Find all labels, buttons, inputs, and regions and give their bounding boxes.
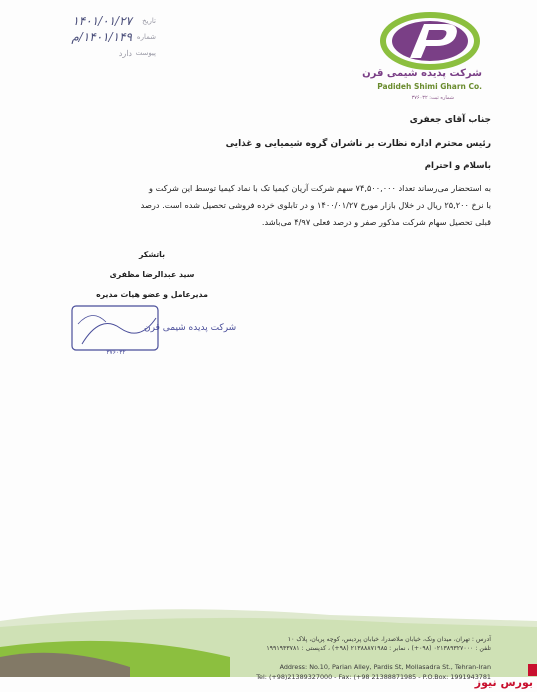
date-value: ۱۴۰۱/۰۱/۲۷ <box>72 14 132 28</box>
footer-phones-fa: تلفن : ۰۲۱۳۸۹۳۲۷۰۰۰ (۰۹۸+) ، نمابر : ۲۱۳۸۸۸۷۱۹۸۵ (۹۸+) ، کدپستی : ۱۹۹۱۹۴۳۷۸۱ <box>266 645 491 652</box>
signature-thanks: باتشکر <box>138 250 166 259</box>
company-name-en: Padideh Shimi Gharn Co. <box>377 82 482 91</box>
paragraph-line: با نرخ ۲۵,۲۰۰ ریال در خلال بازار مورخ ۱۴۰۰/۰۱/۲۷ و در تابلوی خرده فروشی تحصیل شده است. درصد <box>140 200 491 210</box>
paragraph-line: به استحضار می‌رساند تعداد ۷۴,۵۰۰,۰۰۰ سهم شرکت آریان کیمیا تک با نماد کیمیا توسط این شرکت و <box>149 183 491 193</box>
signatory-title: مدیرعامل و عضو هیات مدیره <box>96 290 208 299</box>
letter-meta <box>36 14 156 62</box>
company-logo <box>362 12 488 106</box>
recipient: جناب آقای جعفری <box>409 115 491 125</box>
greeting: باسلام و احترام <box>424 161 491 171</box>
attachment-label: پیوست <box>135 49 156 57</box>
attachment-value: دارد <box>118 49 132 58</box>
number-label: شماره <box>136 33 156 41</box>
brand-corner-icon <box>528 664 537 676</box>
footer-phones-en: Tel: (+98)21389327000 - Fax: (+98 21388871985 - P.O.Box: 1991943781 <box>256 673 491 681</box>
company-registration: شماره ثبت: ۳۷۶۰۳۲ <box>411 95 454 101</box>
signatory-name: سید عبدالرضا مظفری <box>109 270 195 279</box>
number-value: ۱۴۰۱/۱۴۹/م <box>71 30 132 44</box>
signature-block <box>92 245 212 305</box>
recipient-position: رئیس محترم اداره نظارت بر ناشران گروه شیمیایی و غذایی <box>225 139 491 149</box>
company-name-fa: شرکت پدیده شیمی قرن <box>362 68 482 79</box>
logo-emblem-icon <box>380 12 480 70</box>
footer-address-fa: آدرس : تهران، میدان ونک، خیابان ملاصدرا، خیابان پردیس، کوچه پریان، پلاک ۱۰ <box>287 636 491 643</box>
footer-address-en: Address: No.10, Parian Alley, Pardis St, Mollasadra St., Tehran-Iran <box>279 663 491 671</box>
company-stamp-icon <box>70 304 237 356</box>
letter-paragraph <box>51 180 491 231</box>
stamp-number: ۳۷۶۰۳۲ <box>106 349 126 356</box>
paragraph-line: قبلی تحصیل سهام شرکت مذکور صفر و درصد فعلی ۴/۹۷ می‌باشد. <box>261 217 491 227</box>
date-label: تاریخ <box>142 17 156 25</box>
stamp-text: شرکت پدیده شیمی قرن <box>144 323 237 333</box>
watermark-brand: بورس نیوز <box>474 676 533 689</box>
